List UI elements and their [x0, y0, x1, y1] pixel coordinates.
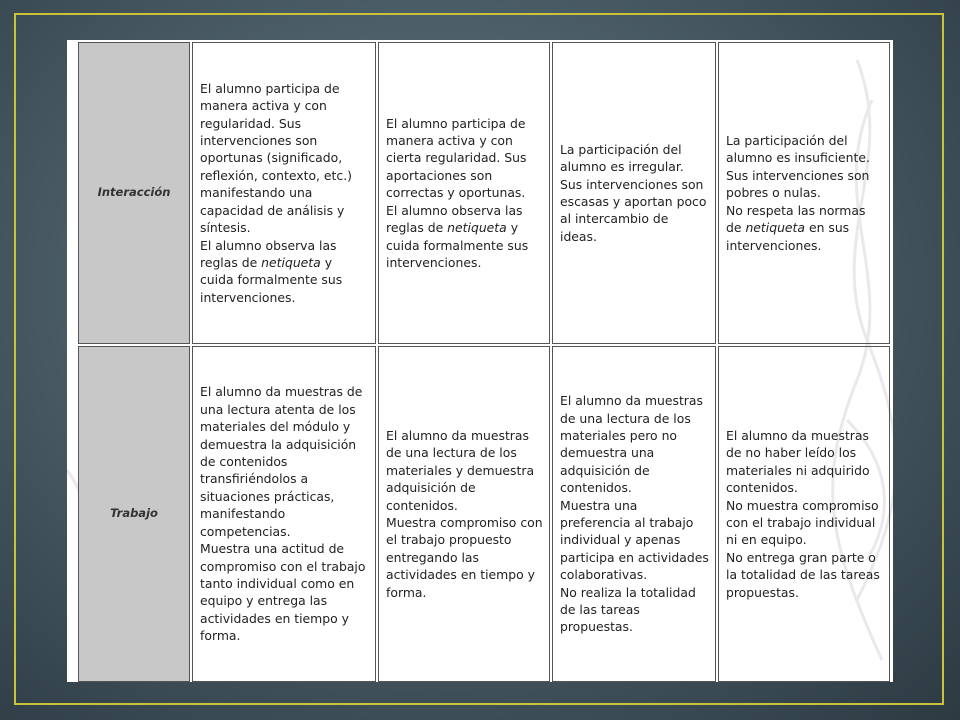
level-cell: La participación del alumno es insuficiente. Sus intervenciones son pobres o nulas. No respeta las normas de netiqueta en sus intervenciones.: [718, 42, 890, 344]
level-cell: El alumno participa de manera activa y con cierta regularidad. Sus aportaciones son correctas y oportunas. El alumno observa las reglas de netiqueta y cuida formalmente sus intervenciones.: [378, 42, 550, 344]
level-cell: El alumno da muestras de una lectura atenta de los materiales del módulo y demuestra la adquisición de contenidos transfiriéndolos a situaciones prácticas, manifestando competencias. Muestra una actitud de compromiso con el trabajo tanto individual como en equipo y entrega las actividades en tiempo y forma.: [192, 346, 376, 682]
level-cell: El alumno da muestras de una lectura de los materiales y demuestra adquisición de contenidos. Muestra compromiso con el trabajo propuesto entregando las actividades en tiempo y forma.: [378, 346, 550, 682]
rubric-row-interaccion: [78, 42, 890, 344]
level-cell: La participación del alumno es irregular. Sus intervenciones son escasas y aportan poco al intercambio de ideas.: [552, 42, 716, 344]
level-cell: El alumno da muestras de una lectura de los materiales pero no demuestra una adquisición de contenidos. Muestra una preferencia al trabajo individual y apenas participa en actividades colaborativas. No realiza la totalidad de las tareas propuestas.: [552, 346, 716, 682]
criterion-cell: Interacción: [78, 42, 190, 344]
rubric-row-trabajo: [78, 346, 890, 682]
criterion-cell: Trabajo: [78, 346, 190, 682]
rubric-table: [76, 40, 892, 682]
level-cell: El alumno da muestras de no haber leído los materiales ni adquirido contenidos. No muestra compromiso con el trabajo individual ni en equipo. No entrega gran parte o la totalidad de las tareas propuestas.: [718, 346, 890, 682]
level-cell: El alumno participa de manera activa y con regularidad. Sus intervenciones son oportunas (significado, reflexión, contexto, etc.) manifestando una capacidad de análisis y síntesis. El alumno observa las reglas de netiqueta y cuida formalmente sus intervenciones.: [192, 42, 376, 344]
rubric-image: [67, 40, 893, 682]
